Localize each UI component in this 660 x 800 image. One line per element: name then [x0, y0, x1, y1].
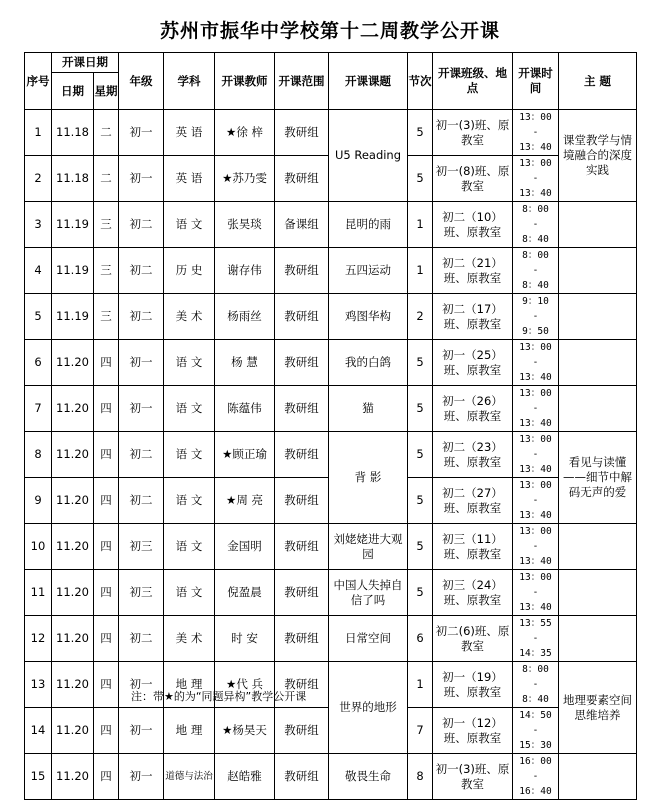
row-theme — [559, 570, 637, 616]
row-theme: 看见与读懂——细节中解码无声的爱 — [559, 432, 637, 524]
row-time: 16：00 - 16：40 — [513, 754, 559, 800]
header-theme: 主 题 — [559, 53, 637, 110]
row-grade: 初二 — [119, 616, 164, 662]
row-date: 11.20 — [52, 616, 94, 662]
row-period: 5 — [408, 110, 433, 156]
table-row — [25, 294, 637, 340]
row-subject: 语 文 — [164, 202, 215, 248]
row-weekday: 四 — [94, 340, 119, 386]
row-class-location: 初二（17）班、原教室 — [433, 294, 513, 340]
row-theme — [559, 754, 637, 800]
row-weekday: 四 — [94, 524, 119, 570]
row-class-location: 初三（24）班、原教室 — [433, 570, 513, 616]
row-class-location: 初一（19）班、原教室 — [433, 662, 513, 708]
row-number: 10 — [25, 524, 52, 570]
row-subject: 语 文 — [164, 570, 215, 616]
row-class-location: 初一（25）班、原教室 — [433, 340, 513, 386]
row-period: 1 — [408, 248, 433, 294]
table-row — [25, 110, 637, 156]
row-grade: 初一 — [119, 662, 164, 708]
row-teacher: ★苏乃雯 — [215, 156, 275, 202]
row-class-location: 初一(3)班、原教室 — [433, 754, 513, 800]
row-grade: 初一 — [119, 156, 164, 202]
row-teacher: 谢存伟 — [215, 248, 275, 294]
row-subject: 英 语 — [164, 110, 215, 156]
row-number: 13 — [25, 662, 52, 708]
table-row — [25, 570, 637, 616]
row-date: 11.20 — [52, 662, 94, 708]
row-teacher: 时 安 — [215, 616, 275, 662]
row-number: 12 — [25, 616, 52, 662]
schedule-table — [24, 52, 637, 800]
header-no: 序号 — [25, 53, 52, 110]
row-time: 8：00 - 8：40 — [513, 248, 559, 294]
row-topic: 我的白鸽 — [329, 340, 408, 386]
table-row — [25, 248, 637, 294]
header-subject: 学科 — [164, 53, 215, 110]
row-weekday: 四 — [94, 386, 119, 432]
header-date: 日期 — [52, 73, 94, 110]
table-row — [25, 662, 637, 708]
row-teacher: ★顾正瑜 — [215, 432, 275, 478]
row-grade: 初一 — [119, 708, 164, 754]
row-period: 8 — [408, 754, 433, 800]
row-teacher: 杨雨丝 — [215, 294, 275, 340]
row-period: 1 — [408, 662, 433, 708]
header-class-location: 开课班级、地点 — [433, 53, 513, 110]
row-theme: 地理要素空间思维培养 — [559, 662, 637, 754]
row-topic: 猫 — [329, 386, 408, 432]
row-class-location: 初一（26）班、原教室 — [433, 386, 513, 432]
row-time: 13：00 - 13：40 — [513, 340, 559, 386]
row-grade: 初一 — [119, 386, 164, 432]
row-topic: 刘姥姥进大观园 — [329, 524, 408, 570]
table-row — [25, 340, 637, 386]
row-scope: 教研组 — [275, 616, 329, 662]
row-date: 11.20 — [52, 708, 94, 754]
row-period: 1 — [408, 202, 433, 248]
row-weekday: 三 — [94, 294, 119, 340]
row-topic: 中国人失掉自信了吗 — [329, 570, 408, 616]
row-weekday: 四 — [94, 432, 119, 478]
row-theme — [559, 248, 637, 294]
row-number: 11 — [25, 570, 52, 616]
row-period: 5 — [408, 478, 433, 524]
row-scope: 教研组 — [275, 156, 329, 202]
row-grade: 初一 — [119, 754, 164, 800]
row-theme — [559, 340, 637, 386]
row-scope: 教研组 — [275, 386, 329, 432]
table-row — [25, 524, 637, 570]
row-grade: 初一 — [119, 110, 164, 156]
row-topic: U5 Reading — [329, 110, 408, 202]
row-period: 5 — [408, 156, 433, 202]
row-subject: 地 理 — [164, 662, 215, 708]
row-teacher: 倪盈晨 — [215, 570, 275, 616]
row-topic: 日常空间 — [329, 616, 408, 662]
row-subject: 语 文 — [164, 432, 215, 478]
row-scope: 教研组 — [275, 110, 329, 156]
row-scope: 教研组 — [275, 708, 329, 754]
row-class-location: 初一(8)班、原教室 — [433, 156, 513, 202]
row-number: 4 — [25, 248, 52, 294]
row-subject: 语 文 — [164, 386, 215, 432]
row-number: 8 — [25, 432, 52, 478]
row-subject: 语 文 — [164, 524, 215, 570]
row-theme — [559, 202, 637, 248]
row-class-location: 初三（11）班、原教室 — [433, 524, 513, 570]
row-period: 5 — [408, 524, 433, 570]
row-time: 13：00 - 13：40 — [513, 156, 559, 202]
row-scope: 教研组 — [275, 478, 329, 524]
row-time: 8：00 - 8：40 — [513, 202, 559, 248]
header-topic: 开课课题 — [329, 53, 408, 110]
row-weekday: 三 — [94, 248, 119, 294]
row-scope: 教研组 — [275, 294, 329, 340]
row-topic: 昆明的雨 — [329, 202, 408, 248]
row-subject: 美 术 — [164, 294, 215, 340]
row-subject: 道德与法治 — [164, 754, 215, 800]
row-class-location: 初二(6)班、原教室 — [433, 616, 513, 662]
row-teacher: 赵皓雅 — [215, 754, 275, 800]
table-row — [25, 432, 637, 478]
row-scope: 备课组 — [275, 202, 329, 248]
row-scope: 教研组 — [275, 248, 329, 294]
row-theme: 课堂教学与情境融合的深度实践 — [559, 110, 637, 202]
row-time: 13：55 - 14：35 — [513, 616, 559, 662]
row-date: 11.20 — [52, 478, 94, 524]
row-subject: 语 文 — [164, 478, 215, 524]
row-period: 5 — [408, 386, 433, 432]
row-number: 3 — [25, 202, 52, 248]
header-weekday: 星期 — [94, 73, 119, 110]
row-subject: 英 语 — [164, 156, 215, 202]
row-period: 6 — [408, 616, 433, 662]
row-teacher: 杨 慧 — [215, 340, 275, 386]
row-grade: 初二 — [119, 478, 164, 524]
row-class-location: 初二（21）班、原教室 — [433, 248, 513, 294]
row-time: 8：00 - 8：40 — [513, 662, 559, 708]
row-scope: 教研组 — [275, 662, 329, 708]
row-scope: 教研组 — [275, 432, 329, 478]
row-class-location: 初二（10）班、原教室 — [433, 202, 513, 248]
table-row — [25, 202, 637, 248]
footnote: 注：带★的为“同题异构”教学公开课 — [131, 690, 307, 703]
header-period: 节次 — [408, 53, 433, 110]
row-grade: 初二 — [119, 294, 164, 340]
row-teacher: ★周 亮 — [215, 478, 275, 524]
row-number: 15 — [25, 754, 52, 800]
row-weekday: 二 — [94, 156, 119, 202]
row-period: 5 — [408, 340, 433, 386]
row-topic: 鸡图华构 — [329, 294, 408, 340]
row-grade: 初二 — [119, 248, 164, 294]
row-period: 7 — [408, 708, 433, 754]
row-date: 11.20 — [52, 524, 94, 570]
row-time: 9：10 - 9：50 — [513, 294, 559, 340]
row-teacher: 陈蕴伟 — [215, 386, 275, 432]
row-theme — [559, 386, 637, 432]
row-date: 11.20 — [52, 340, 94, 386]
header-scope: 开课范围 — [275, 53, 329, 110]
row-date: 11.20 — [52, 570, 94, 616]
row-date: 11.19 — [52, 202, 94, 248]
row-class-location: 初一（12）班、原教室 — [433, 708, 513, 754]
header-teacher: 开课教师 — [215, 53, 275, 110]
row-weekday: 三 — [94, 202, 119, 248]
row-period: 5 — [408, 432, 433, 478]
row-period: 5 — [408, 570, 433, 616]
row-subject: 美 术 — [164, 616, 215, 662]
row-subject: 语 文 — [164, 340, 215, 386]
row-weekday: 四 — [94, 616, 119, 662]
row-number: 5 — [25, 294, 52, 340]
row-grade: 初二 — [119, 202, 164, 248]
header-date-group: 开课日期 — [52, 53, 119, 73]
row-time: 14：50 - 15：30 — [513, 708, 559, 754]
row-theme — [559, 616, 637, 662]
row-grade: 初三 — [119, 570, 164, 616]
row-weekday: 四 — [94, 708, 119, 754]
row-teacher: 金国明 — [215, 524, 275, 570]
row-number: 14 — [25, 708, 52, 754]
row-scope: 教研组 — [275, 570, 329, 616]
row-class-location: 初一(3)班、原教室 — [433, 110, 513, 156]
header-time: 开课时间 — [513, 53, 559, 110]
row-theme — [559, 294, 637, 340]
row-number: 1 — [25, 110, 52, 156]
row-date: 11.18 — [52, 156, 94, 202]
table-row — [25, 754, 637, 800]
row-date: 11.19 — [52, 248, 94, 294]
row-period: 2 — [408, 294, 433, 340]
row-scope: 教研组 — [275, 754, 329, 800]
table-row — [25, 616, 637, 662]
row-topic: 五四运动 — [329, 248, 408, 294]
row-number: 2 — [25, 156, 52, 202]
row-class-location: 初二（27）班、原教室 — [433, 478, 513, 524]
row-theme — [559, 524, 637, 570]
row-number: 9 — [25, 478, 52, 524]
row-subject: 地 理 — [164, 708, 215, 754]
row-teacher: ★杨昊天 — [215, 708, 275, 754]
row-topic: 世界的地形 — [329, 662, 408, 754]
page-title: 苏州市振华中学校第十二周教学公开课 — [159, 20, 500, 42]
row-number: 6 — [25, 340, 52, 386]
row-date: 11.19 — [52, 294, 94, 340]
row-time: 13：00 - 13：40 — [513, 478, 559, 524]
row-date: 11.20 — [52, 754, 94, 800]
row-topic: 敬畏生命 — [329, 754, 408, 800]
row-number: 7 — [25, 386, 52, 432]
table-row — [25, 386, 637, 432]
row-date: 11.18 — [52, 110, 94, 156]
row-topic: 背 影 — [329, 432, 408, 524]
row-time: 13：00 - 13：40 — [513, 386, 559, 432]
row-weekday: 二 — [94, 110, 119, 156]
row-grade: 初二 — [119, 432, 164, 478]
row-teacher: ★徐 梓 — [215, 110, 275, 156]
row-weekday: 四 — [94, 662, 119, 708]
row-subject: 历 史 — [164, 248, 215, 294]
row-time: 13：00 - 13：40 — [513, 110, 559, 156]
row-date: 11.20 — [52, 432, 94, 478]
row-class-location: 初二（23）班、原教室 — [433, 432, 513, 478]
row-date: 11.20 — [52, 386, 94, 432]
row-weekday: 四 — [94, 570, 119, 616]
row-teacher: ★代 兵 — [215, 662, 275, 708]
row-weekday: 四 — [94, 478, 119, 524]
row-time: 13：00 - 13：40 — [513, 432, 559, 478]
row-scope: 教研组 — [275, 340, 329, 386]
row-scope: 教研组 — [275, 524, 329, 570]
header-grade: 年级 — [119, 53, 164, 110]
row-grade: 初三 — [119, 524, 164, 570]
row-time: 13：00 - 13：40 — [513, 570, 559, 616]
row-time: 13：00 - 13：40 — [513, 524, 559, 570]
row-grade: 初一 — [119, 340, 164, 386]
row-weekday: 四 — [94, 754, 119, 800]
row-teacher: 张昊琰 — [215, 202, 275, 248]
